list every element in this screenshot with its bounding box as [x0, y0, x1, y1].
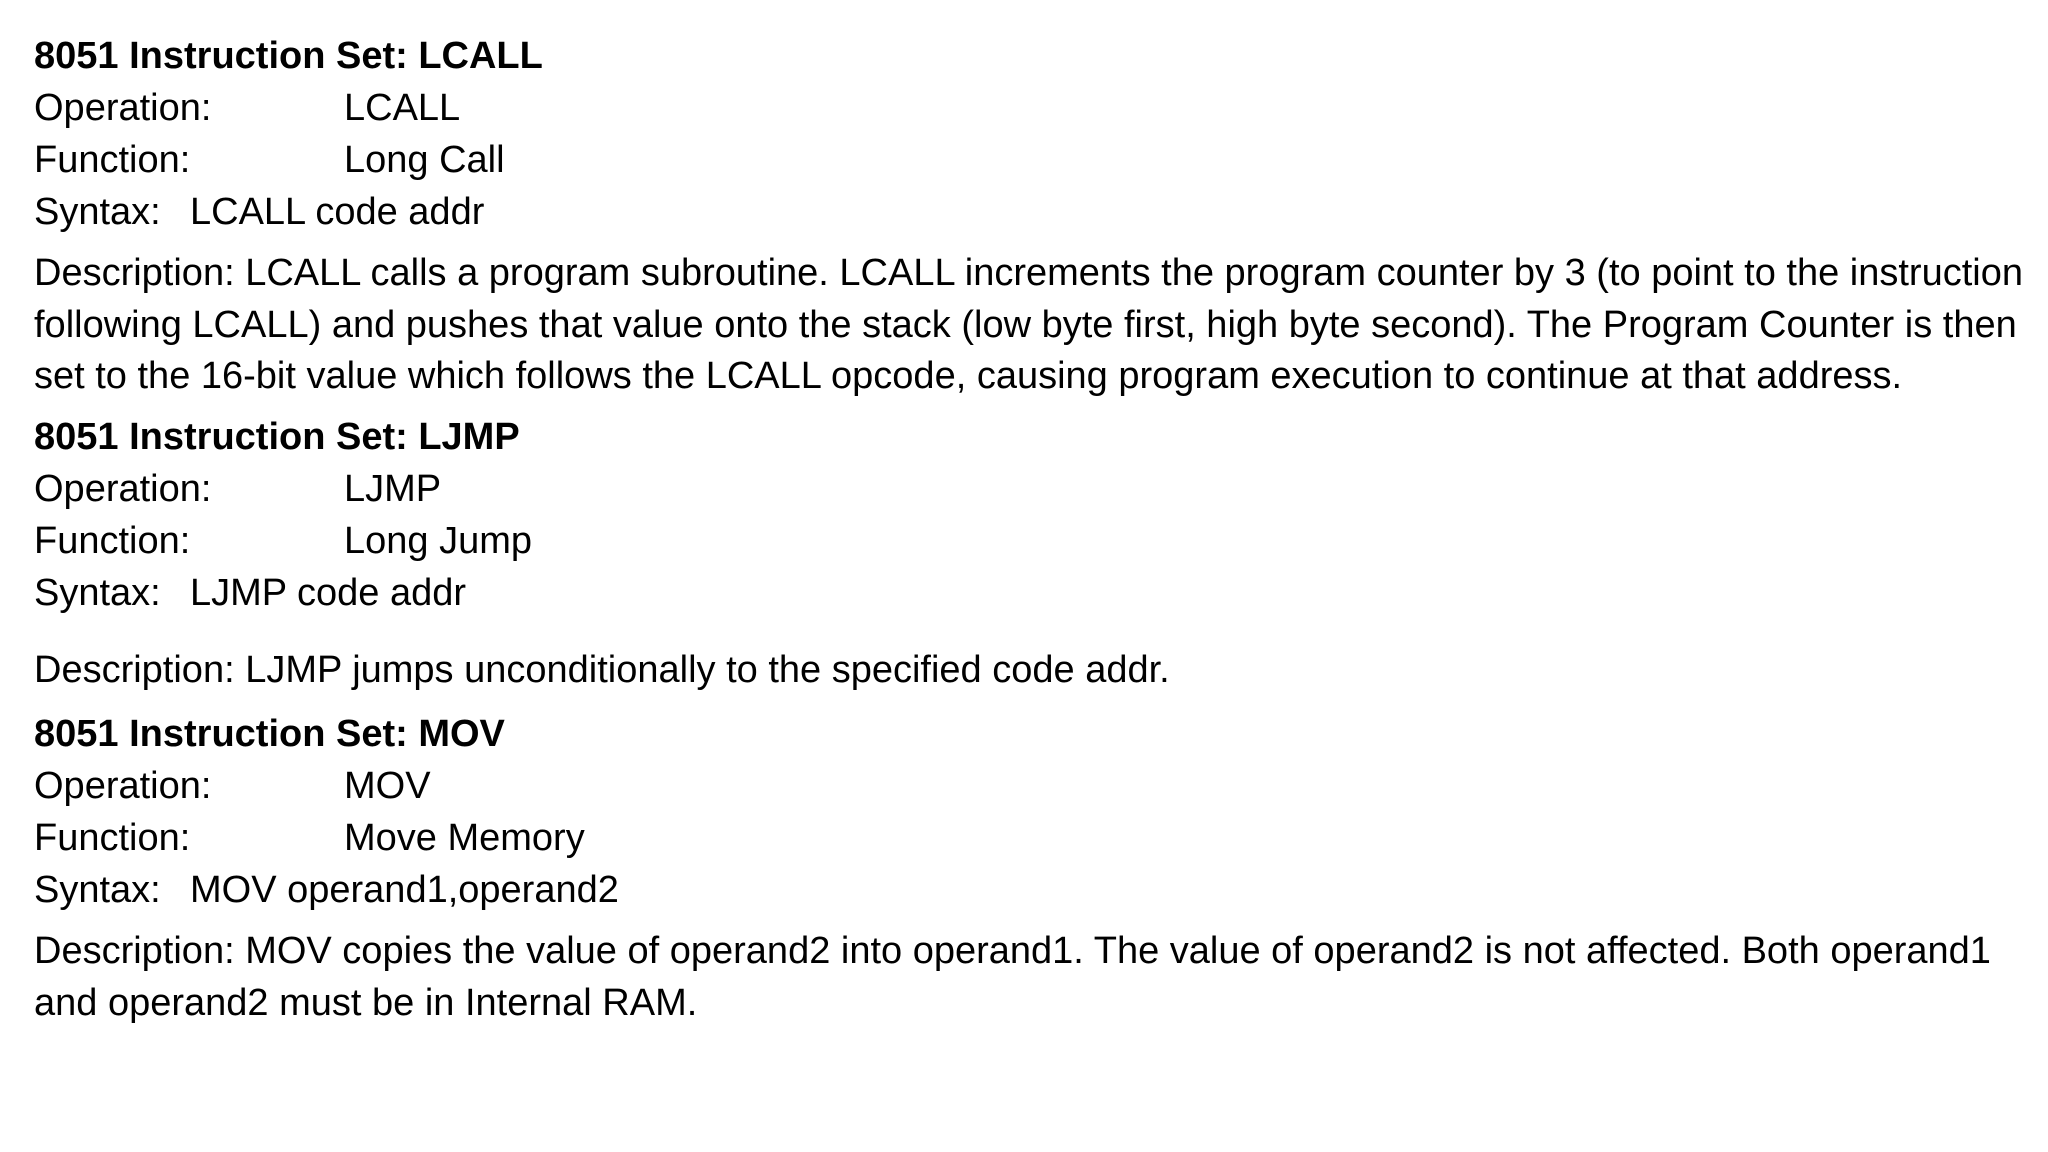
operation-row [34, 463, 2024, 515]
function-value: Long Call [344, 139, 505, 181]
function-row [34, 812, 2024, 864]
syntax-value: MOV operand1,operand2 [190, 869, 619, 911]
function-value: Long Jump [344, 519, 533, 562]
description-text: Description: LJMP jumps unconditionally to the specified code addr. [34, 648, 1170, 691]
section-ljmp [34, 411, 2024, 697]
operation-row [34, 82, 2024, 134]
operation-value: LJMP [344, 467, 442, 510]
syntax-row [34, 567, 2024, 619]
syntax-label: Syntax: [34, 571, 161, 614]
document-page [34, 30, 2024, 1029]
section-title: 8051 Instruction Set: LJMP [34, 415, 520, 458]
syntax-value: LCALL code addr [190, 191, 485, 233]
operation-value: LCALL [344, 87, 461, 129]
syntax-row [34, 186, 2024, 238]
description-text: Description: LCALL calls a program subroutine. LCALL increments the program counter by 3 (to point to the instruction following LCALL) and pushes that value onto the stack (low byte first, high byte second). The Program Counter is then set to the 16-bit value which follows the LCALL opcode, causing program execution to continue at that address. [34, 252, 2023, 397]
operation-value: MOV [344, 765, 431, 807]
function-label: Function: [34, 139, 191, 181]
operation-label: Operation: [34, 467, 212, 510]
operation-row [34, 760, 2024, 812]
description-text: Description: MOV copies the value of operand2 into operand1. The value of operand2 is not affected. Both operand1 and operand2 must be in Internal RAM. [34, 930, 1991, 1024]
syntax-label: Syntax: [34, 191, 161, 233]
syntax-value: LJMP code addr [190, 571, 467, 614]
function-value: Move Memory [344, 817, 585, 859]
operation-label: Operation: [34, 765, 212, 807]
section-mov [34, 708, 2024, 1029]
section-title: 8051 Instruction Set: LCALL [34, 35, 543, 77]
syntax-label: Syntax: [34, 869, 161, 911]
function-label: Function: [34, 519, 191, 562]
syntax-row [34, 864, 2024, 916]
operation-label: Operation: [34, 87, 212, 129]
section-title: 8051 Instruction Set: MOV [34, 713, 505, 755]
function-row [34, 515, 2024, 567]
function-label: Function: [34, 817, 191, 859]
function-row [34, 134, 2024, 186]
section-lcall [34, 30, 2024, 403]
